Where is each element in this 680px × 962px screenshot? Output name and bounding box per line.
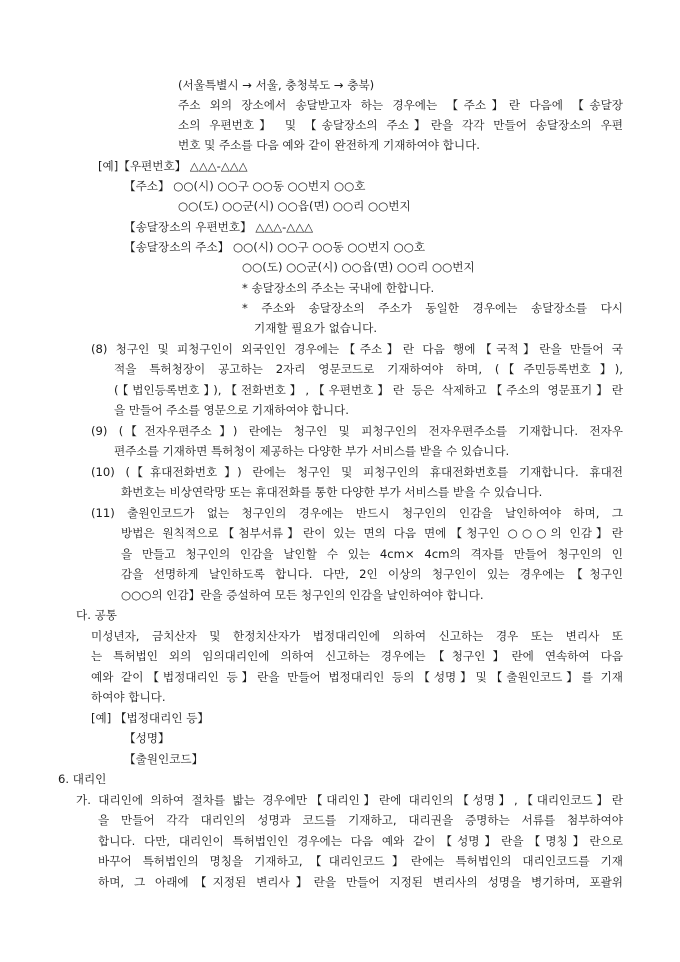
text-line: 적을 특허청장이 공고하는 2자리 영문코드로 기재하여야 하며, (【주민등록번호】),	[114, 362, 623, 376]
text-line: 【송달장소의 주소】 ○○(시) ○○구 ○○동 ○○번지 ○○호	[124, 240, 426, 254]
text-line: (8) 청구인 및 피청구인이 외국인인 경우에는【주소】란 다음 행에【국적】란을 만들어 국	[91, 342, 623, 356]
text-line: 바꾸어 특허법인의 명칭을 기재하고,【대리인코드】란에는 특허법인의 대리인코드를 기재	[98, 854, 623, 868]
text-line: (【법인등록번호】),【전화번호】,【우편번호】란 등은 삭제하고【주소의 영문표기】란	[114, 383, 623, 397]
text-line: 편주소를 기재하면 특허청이 제공하는 다양한 부가 서비스를 받을 수 있습니다.	[114, 444, 510, 458]
text-line: 방법은 원칙적으로【첨부서류】란이 있는 면의 다음 면에【청구인 ○○○의 인감】란	[121, 526, 623, 540]
text-line: * 송달장소의 주소는 국내에 한합니다.	[242, 281, 435, 295]
text-line: 주소 외의 장소에서 송달받고자 하는 경우에는 【주소】란 다음에 【송달장	[178, 98, 623, 112]
text-line: 기재할 필요가 없습니다.	[254, 321, 378, 335]
text-line: 다. 공통	[76, 608, 117, 622]
text-line: 하며, 그 아래에【지정된 변리사】란을 만들어 지정된 변리사의 성명을 병기하며, 포괄위	[98, 875, 623, 889]
text-line: 6. 대리인	[58, 772, 107, 786]
text-line: 【주소】 ○○(시) ○○구 ○○동 ○○번지 ○○호	[124, 179, 366, 193]
text-line: 【출원인코드】	[124, 752, 204, 766]
text-line: [예] 【법정대리인 등】	[91, 711, 210, 725]
text-line: 을 만들어 각각 대리인의 성명과 코드를 기재하고, 대리권을 증명하는 서류를 첨부하여야	[98, 813, 623, 827]
text-line: 감을 선명하게 날인하도록 합니다. 다만, 2인 이상의 청구인이 있는 경우에는【청구인	[121, 567, 623, 581]
text-line: 【송달장소의 우편번호】 △△△-△△△	[124, 220, 314, 234]
text-line: 【성명】	[124, 731, 170, 745]
text-line: (11) 출원인코드가 없는 청구인의 경우에는 반드시 청구인의 인감을 날인하여야 하며, 그	[91, 506, 623, 520]
text-line: 가. 대리인에 의하여 절차를 밟는 경우에만【대리인】란에 대리인의【성명】,【대리인코드】란	[76, 793, 623, 807]
text-line: 는 특허법인 외의 임의대리인에 의하여 신고하는 경우에는【청구인】란에 연속하여 다음	[91, 649, 623, 663]
text-line: 예와 같이【법정대리인 등】란을 만들어 법정대리인 등의【성명】및【출원인코드】를 기재	[91, 670, 623, 684]
text-line: ○○○의 인감】란을 증설하여 모든 청구인의 인감을 날인하여야 합니다.	[121, 588, 484, 602]
text-line: (서울특별시 → 서울, 충청북도 → 충북)	[178, 78, 375, 92]
text-line: 화번호는 비상연락망 또는 휴대전화를 통한 다양한 부가 서비스를 받을 수 있습니다.	[121, 485, 543, 499]
text-line: [예]【우편번호】 △△△-△△△	[98, 159, 248, 173]
text-line: 소의 우편번호】 및 【송달장소의 주소】란을 각각 만들어 송달장소의 우편	[178, 118, 623, 132]
text-line: 하여야 합니다.	[91, 690, 166, 704]
text-line: ○○(도) ○○군(시) ○○읍(면) ○○리 ○○번지	[178, 199, 411, 213]
text-line: 을 만들고 청구인의 인감을 날인할 수 있는 4cm× 4cm의 격자를 만들어 청구인의 인	[121, 547, 623, 561]
text-line: 을 만들어 주소를 영문으로 기재하여야 합니다.	[114, 403, 349, 417]
text-line: * 주소와 송달장소의 주소가 동일한 경우에는 송달장소를 다시	[242, 301, 623, 315]
text-line: 번호 및 주소를 다음 예와 같이 완전하게 기재하여야 합니다.	[178, 138, 480, 152]
text-line: 미성년자, 금치산자 및 한정치산자가 법정대리인에 의하여 신고하는 경우 또는 변리사 또	[91, 629, 623, 643]
text-line: (10) (【휴대전화번호】) 란에는 청구인 및 피청구인의 휴대전화번호를 기재합니다. 휴대전	[91, 465, 623, 479]
text-line: ○○(도) ○○군(시) ○○읍(면) ○○리 ○○번지	[242, 260, 475, 274]
text-line: (9) (【전자우편주소】) 란에는 청구인 및 피청구인의 전자우편주소를 기재합니다. 전자우	[91, 424, 623, 438]
text-line: 합니다. 다만, 대리인이 특허법인인 경우에는 다음 예와 같이【성명】란을【명칭】란으로	[98, 834, 623, 848]
